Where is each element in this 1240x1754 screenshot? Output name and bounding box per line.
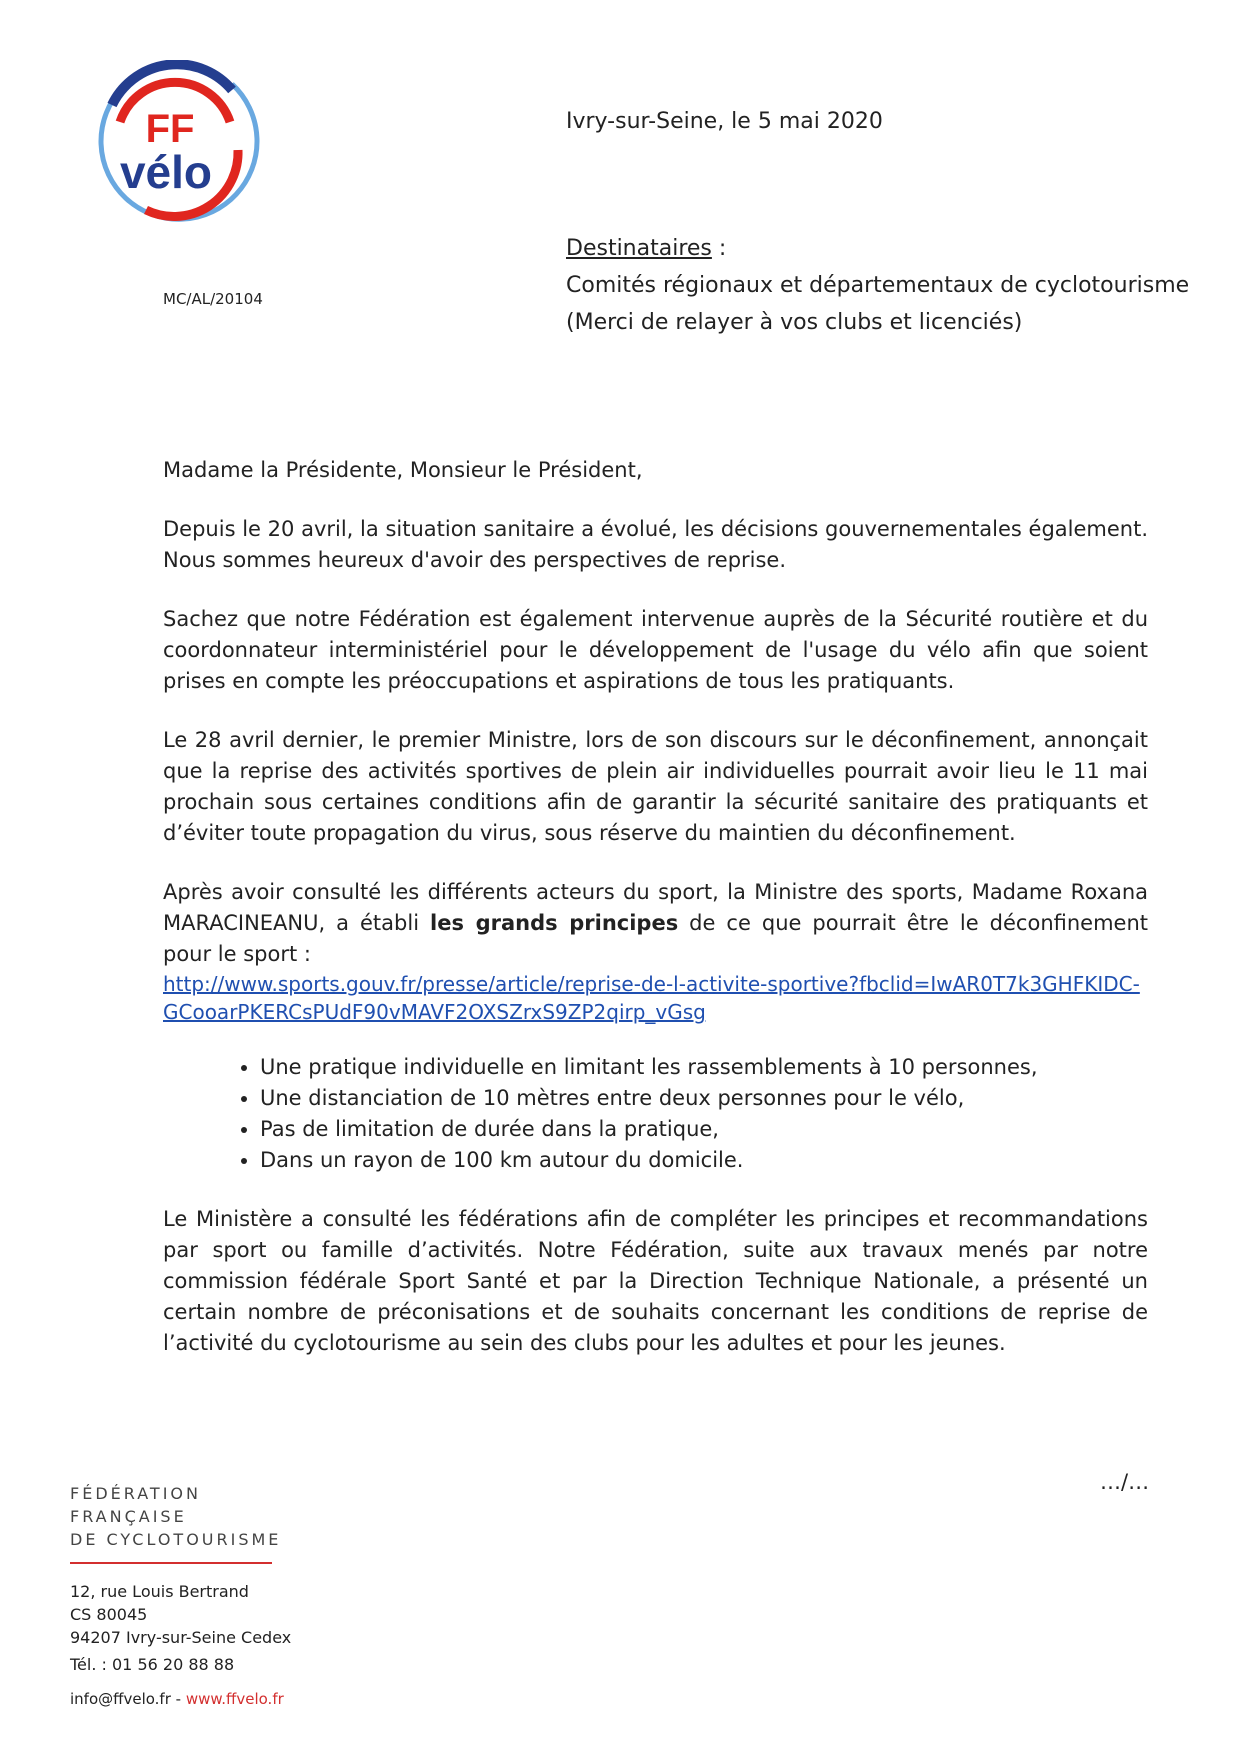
- footer-org-line-1: FÉDÉRATION: [70, 1484, 201, 1503]
- footer-contact: [70, 1690, 284, 1708]
- footer-address-line-2: CS 80045: [70, 1605, 148, 1624]
- footer-divider: [70, 1562, 272, 1564]
- letter-body: [163, 455, 1148, 1359]
- footer-website-link[interactable]: www.ffvelo.fr: [185, 1690, 284, 1708]
- logo-ff-text: FF: [145, 107, 195, 151]
- footer-address-line-3: 94207 Ivry-sur-Seine Cedex: [70, 1628, 292, 1647]
- principles-list: [163, 1052, 1148, 1176]
- footer-email-link[interactable]: info@ffvelo.fr: [70, 1690, 171, 1708]
- paragraph-4-bold: les grands principes: [430, 911, 679, 935]
- place-date: Ivry-sur-Seine, le 5 mai 2020: [566, 109, 883, 134]
- recipients-block: [566, 230, 1189, 341]
- list-item: • Une distanciation de 10 mètres entre deux personnes pour le vélo,: [260, 1083, 1148, 1114]
- paragraph-5: Le Ministère a consulté les fédérations afin de compléter les principes et recommandations par sport ou famille d’activités. Notre Fédération, suite aux travaux menés par notre commission fédérale Sport Santé et par la Direction Technique Nationale, a présenté un certain nombre de préconisations et de souhaits concernant les conditions de reprise de l’activité du cyclotourisme au sein des clubs pour les adultes et pour les jeunes.: [163, 1207, 1148, 1355]
- sports-link-line-2[interactable]: GCooarPKERCsPUdF90vMAVF2OXSZrxS9ZP2qirp_vGsg: [163, 1000, 706, 1024]
- paragraph-4-start: Après avoir consulté les différents acteurs du sport, la Ministre des sports, Madame Roxana MARACINEANU, a établi: [163, 880, 1148, 935]
- sports-link-line-1[interactable]: http://www.sports.gouv.fr/presse/article/reprise-de-l-activite-sportive?fbclid=IwAR0T7k3GHFKIDC-: [163, 972, 1140, 996]
- paragraph-4: [163, 877, 1148, 970]
- sports-link[interactable]: [163, 970, 1148, 1026]
- list-item: • Une pratique individuelle en limitant les rassemblements à 10 personnes,: [260, 1052, 1148, 1083]
- paragraph-1: Depuis le 20 avril, la situation sanitaire a évolué, les décisions gouvernementales également. Nous sommes heureux d'avoir des perspectives de reprise.: [163, 517, 1148, 572]
- recipients-heading-line: [566, 230, 1189, 267]
- footer-address: [70, 1580, 291, 1649]
- ffvelo-logo: [82, 60, 264, 242]
- footer-address-line-1: 12, rue Louis Bertrand: [70, 1582, 249, 1601]
- logo-velo-text: vélo: [119, 146, 213, 198]
- continuation-mark: …/…: [1100, 1470, 1150, 1494]
- reference-code: MC/AL/20104: [163, 290, 263, 308]
- recipients-line-2: (Merci de relayer à vos clubs et licenciés): [566, 310, 1023, 335]
- footer-organization: [70, 1482, 281, 1551]
- footer-org-line-3: DE CYCLOTOURISME: [70, 1530, 282, 1549]
- list-item: • Dans un rayon de 100 km autour du domicile.: [260, 1145, 1148, 1176]
- paragraph-4-end: de ce que pourrait être le déconfinement pour le sport :: [163, 911, 1149, 966]
- footer-phone: Tél. : 01 56 20 88 88: [70, 1655, 235, 1674]
- recipients-line-1: Comités régionaux et départementaux de cyclotourisme: [566, 273, 1190, 298]
- salutation: Madame la Présidente, Monsieur le Président,: [163, 458, 643, 482]
- footer-org-line-2: FRANÇAISE: [70, 1507, 187, 1526]
- paragraph-3: Le 28 avril dernier, le premier Ministre, lors de son discours sur le déconfinement, annonçait que la reprise des activités sportives de plein air individuelles pourrait avoir lieu le 11 mai prochain sous certaines conditions afin de garantir la sécurité sanitaire des pratiquants et d’éviter toute propagation du virus, sous réserve du maintien du déconfinement.: [163, 728, 1148, 845]
- recipients-colon: :: [711, 236, 727, 261]
- recipients-heading: Destinataires: [566, 236, 712, 261]
- paragraph-2: Sachez que notre Fédération est également intervenue auprès de la Sécurité routière et du coordonnateur interministériel pour le développement de l'usage du vélo afin que soient prises en compte les préoccupations et aspirations de tous les pratiquants.: [163, 607, 1148, 693]
- footer-separator: -: [170, 1690, 186, 1708]
- list-item: • Pas de limitation de durée dans la pratique,: [260, 1114, 1148, 1145]
